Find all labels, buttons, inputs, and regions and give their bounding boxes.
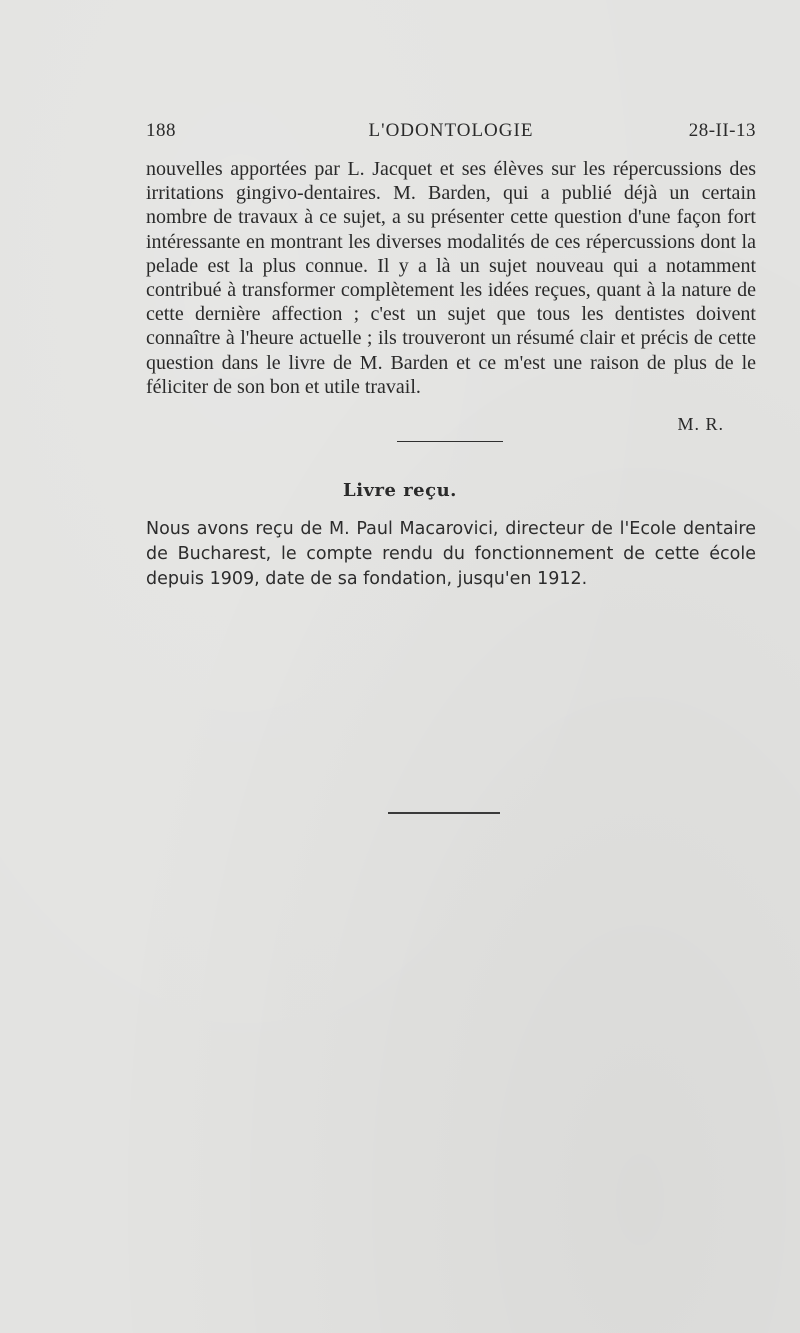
signature: M. R. [677, 414, 724, 434]
review-body [146, 157, 756, 399]
section-text: Nous avons reçu de M. Paul Macarovici, directeur de l'Ecole dentaire de Bucharest, le compte rendu du fonctionnement de cette école depuis 1909, date de sa fondation, jusqu'en 1912. [146, 519, 756, 589]
end-rule [388, 812, 500, 814]
page-number: 188 [146, 120, 176, 141]
running-head [146, 120, 756, 144]
review-paragraph: nouvelles apportées par L. Jacquet et ses élèves sur les répercussions des irritations gingivo-dentaires. M. Barden, qui a publié déjà un certain nombre de travaux à ce sujet, a su présenter cette question d'une façon fort intéressante en montrant les diverses modalités de ces répercussions dont la pelade est la plus connue. Il y a là un sujet nouveau qui a notamment contribué à transformer complètement les idées reçues, quant à la nature de cette dernière affection ; c'est un sujet que tous les dentistes doivent connaître à l'heure actuelle ; ils trouveront un résumé clair et précis de cette question dans le livre de M. Barden et ce m'est une raison de plus de le féliciter de son bon et utile travail. [146, 158, 756, 398]
journal-title: L'ODONTOLOGIE [368, 120, 534, 141]
section-title: Livre reçu. [343, 480, 457, 501]
section-divider [397, 441, 503, 442]
issue-date: 28-II-13 [688, 120, 756, 141]
